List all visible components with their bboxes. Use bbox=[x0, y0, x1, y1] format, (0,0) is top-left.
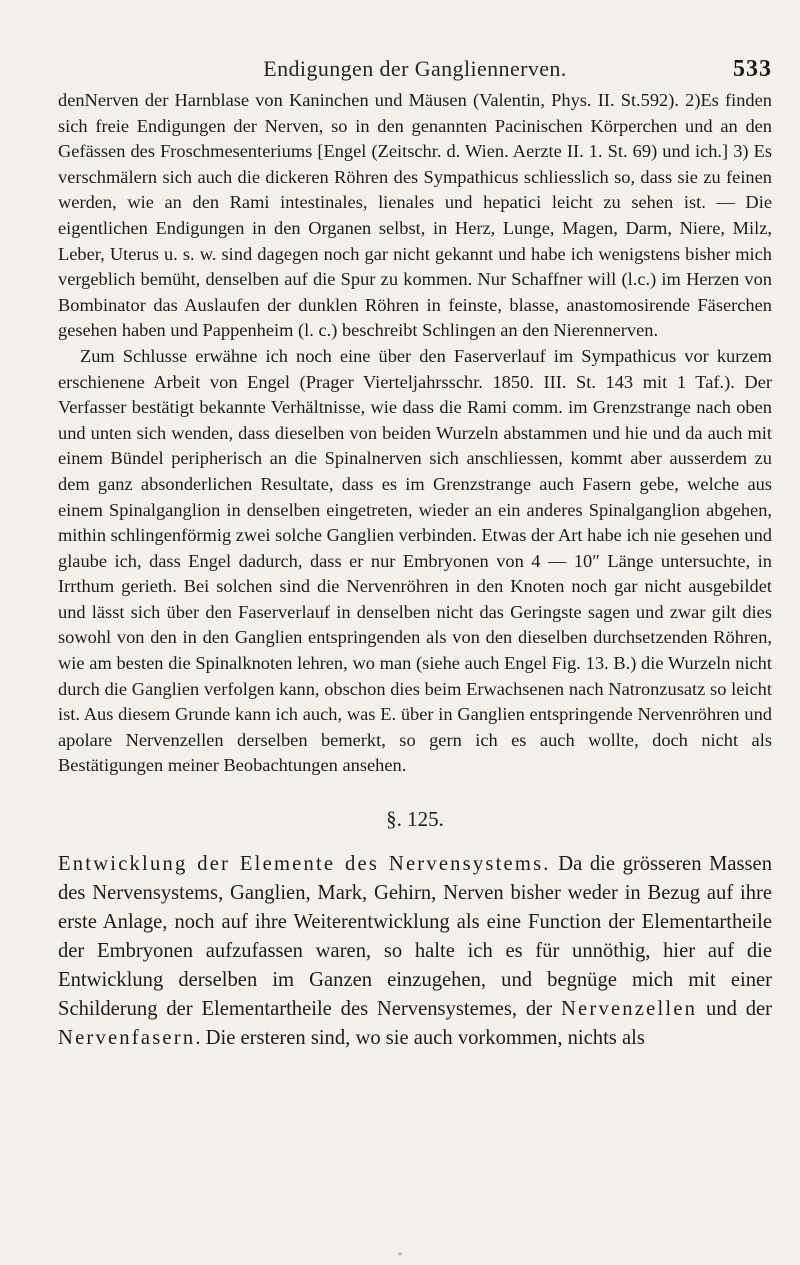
term-nervenfasern: Nervenfasern bbox=[58, 1027, 196, 1050]
term-nervenzellen: Nervenzellen bbox=[560, 998, 698, 1021]
section-text-3: . Die ersteren sind, wo sie auch vorkommen, nichts als bbox=[195, 1027, 645, 1050]
section-text-1: Da die grösseren Massen des Nervensystems, Ganglien, Mark, Gehirn, Nerven bisher weder in Bezug auf ihre erste Anlage, noch auf ihre Weiterentwicklung als eine Function der Elementartheile der Embryonen aufzufassen waren, so halte ich es für unnöthig, hier auf die Entwicklung derselben im Ganzen einzugehen, und begnüge mich mit einer Schilderung der Elementartheile des Nervensystemes, der bbox=[58, 853, 772, 1021]
paragraph-engel-critique: Zum Schlusse erwähne ich noch eine über den Faserverlauf im Sympathicus vor kurzem erschienene Arbeit von Engel (Prager Vierteljahrsschr. 1850. III. St. 143 mit 1 Taf.). Der Verfasser bestätigt bekannte Verhältnisse, wie dass die Rami comm. im Grenzstrange nach oben und unten sich wenden, dass dieselben von beiden Wurzeln abstammen und hie und da auch mit einem Bündel peripherisch an die Spinalnerven sich anschliessen, kommt aber ausserdem zu dem ganz absonderlichen Resultate, dass es im Grenzstrange auch Fasern gebe, welche aus einem Spinalganglion in denselben eingetreten, wieder an ein anderes Spinalganglion abgehen, mithin schlingenförmig zwei solche Ganglien verbinden. Etwas der Art habe ich nie gesehen und glaube ich, dass Engel dadurch, dass er nur Embryonen von 4 — 10″ Länge untersuchte, in Irrthum gerieth. Bei solchen sind die Nervenröhren in den Knoten noch gar nicht ausgebildet und lässt sich über den Faserverlauf in denselben nicht das Geringste sagen und zwar gilt dies sowohl von den in den Ganglien entspringenden als von den dieselben durchsetzenden Röhren, wie am besten die Spinalknoten lehren, wo man (siehe auch Engel Fig. 13. B.) die Wurzeln nicht durch die Ganglien verfolgen kann, obschon dies beim Erwachsenen nach Natronzusatz so leicht ist. Aus diesem Grunde kann ich auch, was E. über in Ganglien entspringende Nervenröhren und apolare Nervenzellen derselben bemerkt, so gern ich es auch wollte, doch nicht als Bestätigungen meiner Beobachtungen ansehen. bbox=[58, 345, 772, 776]
page-number: 533 bbox=[733, 56, 772, 82]
signature-mark: * bbox=[397, 1250, 403, 1262]
footnote-continuation bbox=[58, 88, 772, 779]
page-header bbox=[58, 56, 772, 86]
section-text-2: und der bbox=[697, 998, 772, 1021]
book-page bbox=[58, 56, 772, 1053]
section-paragraph bbox=[58, 850, 772, 1053]
section-lead-title: Entwicklung der Elemente des Nervensystems. bbox=[58, 853, 551, 876]
running-head: Endigungen der Gangliennerven. bbox=[263, 56, 567, 81]
paragraph-endigungen: denNerven der Harnblase von Kaninchen und Mäusen (Valentin, Phys. II. St.592). 2)Es finden sich freie Endigungen der Nerven, so in den genannten Pacinischen Körperchen und an den Gefässen des Froschmesenteriums [Engel (Zeitschr. d. Wien. Aerzte II. 1. St. 69) und ich.] 3) Es verschmälern sich auch die dickeren Röhren des Sympathicus schliesslich so, dass sie zu feinen werden, wie an den Rami intestinales, lienales und hepatici leicht zu sehen ist. — Die eigentlichen Endigungen in den Organen selbst, in Herz, Lunge, Magen, Darm, Niere, Milz, Leber, Uterus u. s. w. sind dagegen noch gar nicht gekannt und habe ich wenigstens bisher mich vergeblich bemüht, denselben auf die Spur zu kommen. Nur Schaffner will (l.c.) im Herzen von Bombinator das Auslaufen der dunklen Röhren in feinste, blasse, anastomosirende Fäserchen gesehen haben und Pappenheim (l. c.) beschreibt Schlingen an den Nierennerven. bbox=[58, 90, 772, 341]
section-heading: §. 125. bbox=[386, 807, 444, 832]
